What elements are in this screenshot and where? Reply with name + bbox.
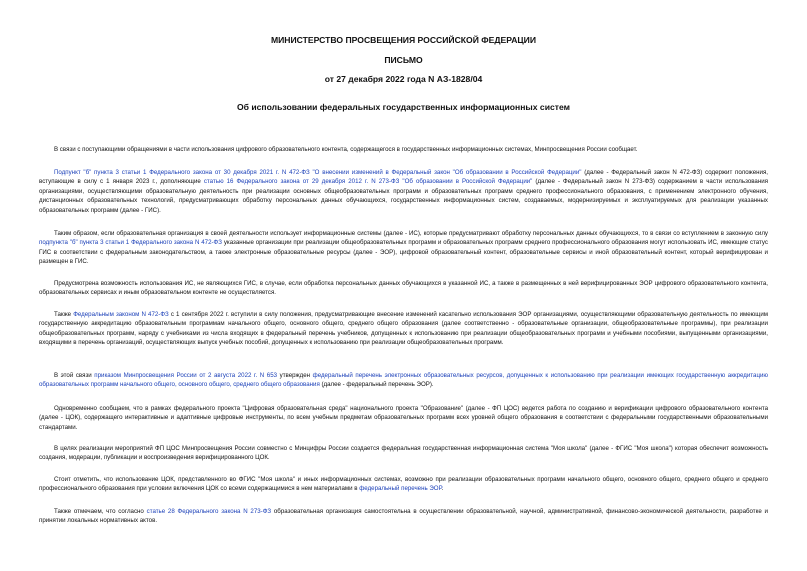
paragraph-5	[39, 310, 768, 348]
paragraph-text: В связи с поступающими обращениями в части использования цифрового образовательного контента, содержащегося в государственных информационных системах, Минпросвещения России сообщает.	[54, 146, 638, 153]
paragraph-text: (далее - федеральный перечень ЭОР).	[319, 381, 434, 389]
paragraph-text: Стоит отметить, что использование ЦОК, представленного во ФГИС "Моя школа" и иных информационных системах, возможно при реализации образовательных программ начального общего, основного общего, среднего общего и среднего профессионального образования при условии включения ЦОК со всеми содержащимися в нем материалами в	[39, 476, 768, 493]
federal-list-eor-link[interactable]: федеральный перечень ЭОР	[359, 485, 442, 493]
ministry-title: МИНИСТЕРСТВО ПРОСВЕЩЕНИЯ РОССИЙСКОЙ ФЕДЕРАЦИИ	[270, 35, 537, 45]
federal-list-eor-link[interactable]: федеральный перечень электронных образовательных ресурсов, допущенных к использованию при реализации имеющих государственную аккредитацию образовательных программ начального общего, основного общего, среднего общего образования	[39, 372, 768, 389]
paragraph-6	[39, 371, 768, 390]
paragraph-2	[39, 168, 768, 215]
paragraph-4	[39, 279, 768, 298]
paragraph-8	[39, 444, 768, 463]
paragraph-text: утвержден	[277, 372, 313, 379]
paragraph-text: В этой связи	[54, 372, 95, 379]
paragraph-text: Одновременно сообщаем, что в рамках федерального проекта "Цифровая образовательная среда" национального проекта "Образование" (далее - ФП ЦОС) ведется работа по созданию и верификации цифрового образовательного контента (далее - ЦОК), содержащего интерактивные и адаптивные цифровые инструменты, по всем учебным предметам образовательных программ всех уровней общего образования в соответствии с федеральными государственными образовательными стандартами.	[39, 405, 768, 431]
paragraph-text: В целях реализации мероприятий ФП ЦОС Минпросвещения России совместно с Минцифры России создается федеральная государственная информационная система "Моя школа" (далее - ФГИС "Моя школа") которая обеспечит возможность создания, модерации, публикации и воспроизведения верифицированного ЦОК.	[39, 445, 768, 462]
document-type: ПИСЬМО	[384, 55, 423, 65]
paragraph-text: указанные организации при реализации общеобразовательных программ и образовательных программ среднего профессионального образования могут использовать ИС, имеющие статус ГИС в соответствии с федеральным законодательством, а также электронные образовательные ресурсы (далее - ЭОР), цифровой образовательный контент, образовательные сервисы и иной образовательный контент, который верифицирован и размещен в ГИС.	[39, 239, 768, 266]
paragraph-text: Также отмечаем, что согласно	[54, 508, 147, 515]
document-date-number: от 27 декабря 2022 года N АЗ-1828/04	[324, 74, 483, 84]
paragraph-text: (далее - Федеральный закон N 472-ФЗ) содержит положения, вступающие в силу с 1 января 2023 г., дополняющие	[39, 169, 769, 186]
document-subject: Об использовании федеральных государственных информационных систем	[236, 102, 571, 112]
paragraph-9	[39, 475, 768, 494]
paragraph-text: Также	[54, 311, 74, 318]
paragraph-10	[39, 507, 768, 526]
law-link-472-fz-subpoint[interactable]: Подпункт "б" пункта 3 статьи 1 Федерального закона от 30 декабря 2021 г. N 472-ФЗ "О внесении изменений в Федеральный закон "Об образовании в Российской Федерации"	[54, 169, 582, 176]
paragraph-text: образовательная организация самостоятельна в осуществлении образовательной, научной, административной, финансово-экономической деятельности, разработке и принятии локальных нормативных актов.	[39, 508, 768, 525]
law-link-472-fz[interactable]: Федеральным законом N 472-ФЗ	[73, 311, 169, 318]
paragraph-text: Предусмотрена возможность использования ИС, не являющихся ГИС, в случае, если обработка персональных данных обучающихся в указанной ИС, а также в размещенных в ней верифицированных ЭОР цифрового образовательного контента, образовательных сервисах и иным образовательном контенте не осуществляется.	[39, 280, 768, 297]
paragraph-text: с 1 сентября 2022 г. вступили в силу положения, предусматривающие внесение изменений касательно использования ЭОР организациями, осуществляющими образовательную деятельность по имеющим государственную аккредитацию образовательным программам начального общего, основного общего, среднего общего образования (далее соответственно - образовательные организации, общеобразовательные программы), при реализации общеобразовательных программ, наряду с учебниками из числа входящих в федеральный перечень учебников, допущенных к использованию при реализации общеобразовательных программ и учебными пособиями, выпущенными организациями, входящими в перечень организаций, осуществляющих выпуск учебных пособий, допущенных к использованию при реализации общеобразовательных программ.	[39, 311, 768, 347]
paragraph-3	[39, 229, 768, 267]
paragraph-text: .	[441, 485, 444, 493]
law-link-273-fz-article-16[interactable]: статью 16 Федерального закона от 29 декабря 2012 г. N 273-ФЗ "Об образовании в Российской Федерации"	[203, 178, 533, 186]
paragraph-text: (далее - Федеральный закон N 273-ФЗ) содержанием в части использования организациями, осуществляющими образовательную деятельность при реализации основных общеобразовательных программ и образовательных программ среднего профессионального образования, с применением электронного обучения, дистанционных образовательных технологий, предусматривающих обработку персональных данных обучающихся, государственных информационных систем, создаваемых, модернизируемых и эксплуатируемых для реализации указанных образовательных программ (далее - ГИС).	[39, 178, 768, 214]
paragraph-1	[39, 145, 768, 154]
paragraph-text: Таким образом, если образовательная организация в своей деятельности использует информационные системы (далее - ИС), которые предусматривают обработку персональных данных обучающихся, то в связи со вступлением в законную силу	[54, 230, 768, 237]
order-link-653[interactable]: приказом Минпросвещения России от 2 августа 2022 г. N 653	[94, 372, 278, 379]
law-link-273-fz-article-28[interactable]: статье 28 Федерального закона N 273-ФЗ	[146, 508, 272, 515]
law-link-472-fz-subpoint-b[interactable]: подпункта "б" пункта 3 статьи 1 Федерального закона N 472-ФЗ	[39, 239, 222, 247]
paragraph-7	[39, 404, 768, 432]
